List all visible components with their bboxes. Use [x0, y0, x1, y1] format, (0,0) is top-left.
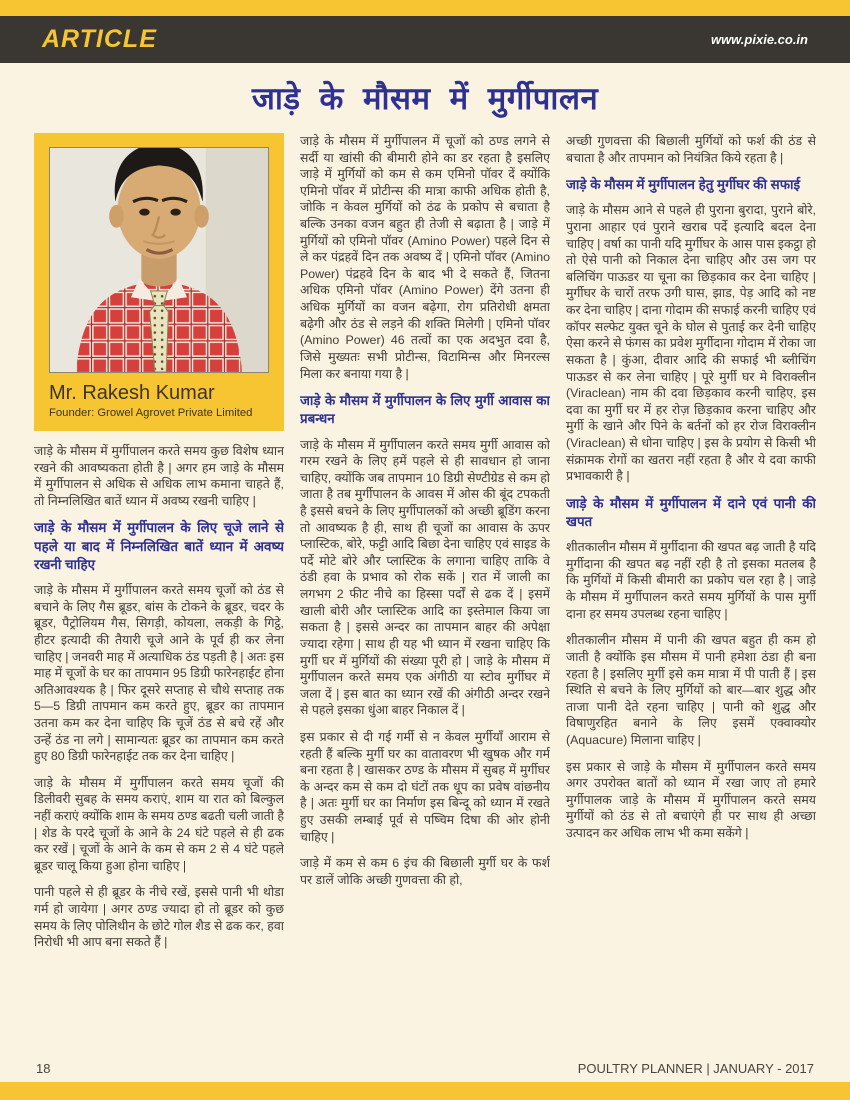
article-section-label: ARTICLE	[42, 25, 157, 53]
author-role: Founder: Growel Agrovet Private Limited	[49, 407, 253, 419]
paragraph: जाड़े के मौसम में मुर्गीपालन करते समय मुर्गी आवास को गरम रखने के लिए हमें पहले से ही सावधान हो जाना चाहिए, क्योंकि जब तापमान 10 डिग्री सेण्टीग्रेड से कम हो जाता है तब मुर्गीपालन के आवस में ओस की बूंद टपकती है इससे बचने के लिए मुर्गीपालकों को अच्छी ब्रूडिंग करना तो आवष्यक है ही, साथ ही चूजों का आवास के ऊपर प्लास्टिक, बोरे, फट्टी आदि बिछा देना चाहिए एवं साइड के पर्दे मोटे बोरे और प्लास्टिक के लगाना चाहिए ताकि वे ठंडी हवा के प्रभाव को रोक सकें | रात में जाली का लगभग 2 फीट नीचे का हिस्सा पर्दों से ढक दें | इसमें खाली बोरी और प्लास्टिक आदि का इस्तेमाल किया जा सकता है | इससे अन्दर का तापमान बाहर की अपेक्षा ज्यादा रहेगा | साथ ही यह भी ध्यान में रखना चाहिए कि मुर्गी घर में मुर्गियों की संख्या पूरी हो | जाड़े के मौसम में मुर्गीपालन करते समय एक अंगीठी या स्टोव मुर्गीघर में जला दें | इस बात का ध्यान रखें की अंगीठी अन्दर रखने से पहले इसका धुंआ बाहर निकाल दें |	[300, 437, 550, 718]
column-right	[566, 133, 816, 1047]
section-heading: जाड़े के मौसम में मुर्गीपालन के लिए मुर्गी आवास का प्रबन्धन	[300, 393, 550, 427]
paragraph: शीतकालीन मौसम में पानी की खपत बहुत ही कम हो जाती है क्योंकि इस मौसम में पानी हमेशा ठंडा ही बना रहता है | इसलिए मुर्गी इसे कम मात्रा में पी पाती हैं | इस स्थिति से बचने के लिए मुर्गियों को बार—बार शुद्ध और ताजा पानी देते रहना चाहिए | पानी को शुद्ध और विषाणुरहित बनाने के लिए इसमें एक्वाक्योर (Aquacure) मिलाना चाहिए |	[566, 633, 816, 747]
paragraph: जाड़े के मौसम में मुर्गीपालन करते समय चूजों की डिलीवरी सुबह के समय कराएं, शाम या रात को बिल्कुल नहीं कराएं क्योंकि शाम के समय ठण्ड बढती चली जाती है | शेड के परदे चूजों के आने के 24 घंटे पहले से ही ढक कर रखें | चूजों के आने के कम से कम 2 से 4 घंटे पहले ब्रूडर चालू किया हुआ होना चाहिए |	[34, 775, 284, 873]
masthead	[0, 16, 850, 63]
author-box	[34, 133, 284, 431]
paragraph: शीतकालीन मौसम में मुर्गीदाना की खपत बढ़ जाती है यदि मुर्गीदाना की खपत बढ़ नहीं रही है तो इसका मतलब है कि मुर्गियों में किसी बीमारी का प्रकोप चल रहा है | जाड़े के मौसम में मुर्गीपालन करते समय मुर्गियों के पास मुर्गी दाना हर समय उपलब्ध रहना चाहिए |	[566, 540, 816, 621]
article-body	[0, 129, 850, 1047]
paragraph: जाड़े के मौसम में मुर्गीपालन करते समय कुछ विशेष ध्यान रखने की आवष्यकता होती है | अगर हम जाड़े के मौसम में मुर्गीपालन से अधिक से अधिक लाभ कमाना चाहते हैं, तो निम्नलिखित बातें ध्यान में अवष्य रखनी चाहिए |	[34, 444, 284, 508]
portrait-illustration	[50, 148, 268, 372]
section-heading: जाड़े के मौसम में मुर्गीपालन के लिए चूजे लाने से पहले या बाद में निम्नलिखित बातें ध्यान में अवष्य रखनी चाहिए	[34, 520, 284, 572]
author-name: Mr. Rakesh Kumar	[49, 382, 215, 404]
paragraph: जाड़े में कम से कम 6 इंच की बिछाली मुर्गी घर के फर्श पर डालें जोकि अच्छी गुणवत्ता की हो,	[300, 856, 550, 887]
paragraph: जाड़े के मौसम में मुर्गीपालन करते समय चूजों को ठंड से बचाने के लिए गैस ब्रूडर, बांस के टोकने के ब्रूडर, चदर के ब्रूडर, पैट्रोलियम गैस, सिगड़ी, कोयला, लकड़ी के गिट्ठे, हीटर इत्यादी की तैयारी चूजे आने के पूर्व ही कर लेना चाहिए | जनवरी माह में अत्याधिक ठंड पड़ती है | अतः इस माह में चूजों के घर का तापमान 95 डिग्री फारेनहाईट होना अतिआवश्यक है | फिर दूसरे सप्ताह से चौथे सप्ताह तक 5—5 डिग्री तापमान कम करते हुए, ब्रूडर का तापमान उतना कम कर देना चाहिए कि चूजें ठंड से बचे रहें और उन्हें ठंड ना लगे | सामान्यतः ब्रूडर का तापमान कम करते हुए 80 डिग्री फारेनहाईट तक कर देना चाहिए |	[34, 583, 284, 764]
paragraph: इस प्रकार से जाड़े के मौसम में मुर्गीपालन करते समय अगर उपरोक्त बातों को ध्यान में रखा जाए तो हमारे मुर्गीपालक जाड़े के मौसम में मुर्गीपालन करते समय मुर्गीयों को ठंड से तो बचाएंगे ही पर साथ ही अच्छा उत्पादन कर अधिक लाभ भी कमा सकेंगे |	[566, 759, 816, 840]
section-heading: जाड़े के मौसम में मुर्गीपालन हेतु मुर्गीघर की सफाई	[566, 177, 801, 193]
top-accent-bar	[0, 0, 850, 16]
paragraph: जाड़े के मौसम में मुर्गीपालन में चूजों को ठण्ड लगने से सर्दी या खांसी की बीमारी होने का डर रहता है इसलिए जाड़े में मुर्गियों को कम से कम एमिनो पॉवर दें क्योंकि एमिनो पॉवर में प्रोटीन्स की मात्रा काफी अधिक होती है, जोकि न केवल मुर्गियों को ठंढ के प्रकोप से बचाता है बल्कि उनका वजन बहुत ही तेजी से बढ़ाता है | जाड़े में मुर्गियों को एमिनो पॉवर (Amino Power) पहले दिन से ले कर पंद्रहवें दिन तक अवष्य दें | एमिनो पॉवर (Amino Power) पंद्रहवे दिन के बाद भी दे सकते हैं, जितना अधिक एमिनो पॉवर (Amino Power) देंगे उतना ही अधिक मुर्गियों का वजन बढ़ेगा, रोग प्रतिरोधी क्षमता बढ़ेगी और ठंड से लड़ने की शक्ति मिलेगी | एमिनो पॉवर (Amino Power) 46 तत्वों का एक अदभुत दवा है, जिसे मुख्यतः सभी प्रोटीन्स, विटामिन्स और मिनरल्स मिला कर बनाया गया है |	[300, 134, 550, 381]
paragraph: जाड़े के मौसम आने से पहले ही पुराना बुरादा, पुराने बोरे, पुराना आहार एवं पुराने खराब पर्दे इत्यादि बदल देना चाहिए | वर्षा का पानी यदि मुर्गीघर के आस पास इकट्ठा हो तो ऐसे पानी को निकाल देना चाहिए और उस जग पर बलिचिंग पाऊडर या चूना का छिड़काव कर देना चाहिए | मुर्गीघर के चारों तरफ उगी घास, झाड, पेड़ आदि को नष्ट कर देना चाहिए | दाना गोदाम की सफाई करनी चाहिए एवं कॉपर सल्फेट युक्त चूने के घोल से पुताई कर देनी चाहिए ऐसा करने से फंगस का प्रवेश मुर्गीदाना गोदाम में रोका जा सकता है | कुंआ, दीवार आदि की सफाई भी ब्लीचिंग पाऊडर से कर लेना चाहिए | पूरे मुर्गी घर मे विराक्लीन (Viraclean) नाम की दवा छिड़काव करनी चाहिए, इस दवा का मुर्गी घर में हर रोज़ छिड़काव करना चाहिए और मुर्गी के खाने और पिने के बर्तनों को हर रोज विराक्लीन (Viraclean) से धोना चाहिए | इस के प्रयोग से किसी भी संक्रामक रोगों का खतरा नहीं रहता है और ये दवा काफी प्रभावकारी है |	[566, 203, 816, 484]
paragraph: पानी पहले से ही ब्रूडर के नीचे रखें, इससे पानी भी थोडा गर्म हो जायेगा | अगर ठण्ड ज्यादा हो तो ब्रूडर को कुछ समय के लिए पोलिथीन के छोटे गोल शैड से ढक कर, हवा निरोधी भी आप बना सकते हैं |	[34, 885, 284, 950]
bottom-accent-bar	[0, 1082, 850, 1100]
paragraph: इस प्रकार से दी गई गर्मी से न केवल मुर्गीयाँ आराम से रहती हैं बल्कि मुर्गी घर का वातावरण भी खुषक और गर्म बना रहता है | खासकर ठण्ड के मौसम में सुबह में मुर्गीघर के अन्दर कम से कम दो घंटों तक धूप का प्रवेष वांछनीय है | अतः मुर्गी घर का निर्माण इस बिन्दू को ध्यान में रखते हुए उसकी लम्बाई पूर्व से पष्चिम दिषा की ओर होनी चाहिए |	[300, 729, 550, 844]
section-heading: जाड़े के मौसम में मुर्गीपालन में दाने एवं पानी की खपत	[566, 495, 816, 530]
magazine-issue: POULTRY PLANNER | JANUARY - 2017	[577, 1061, 814, 1076]
column-middle	[300, 133, 550, 1047]
page-footer	[0, 1061, 850, 1076]
article-title: जाड़े के मौसम में मुर्गीपालन	[251, 81, 599, 116]
author-photo	[49, 147, 269, 373]
paragraph: अच्छी गुणवत्ता की बिछाली मुर्गियों को फर्श की ठंड से बचाता है और तापमान को नियंत्रित किये रहता है |	[566, 134, 816, 165]
website-url[interactable]: www.pixie.co.in	[710, 32, 808, 47]
column-left	[34, 133, 284, 1047]
page-number: 18	[36, 1061, 51, 1076]
